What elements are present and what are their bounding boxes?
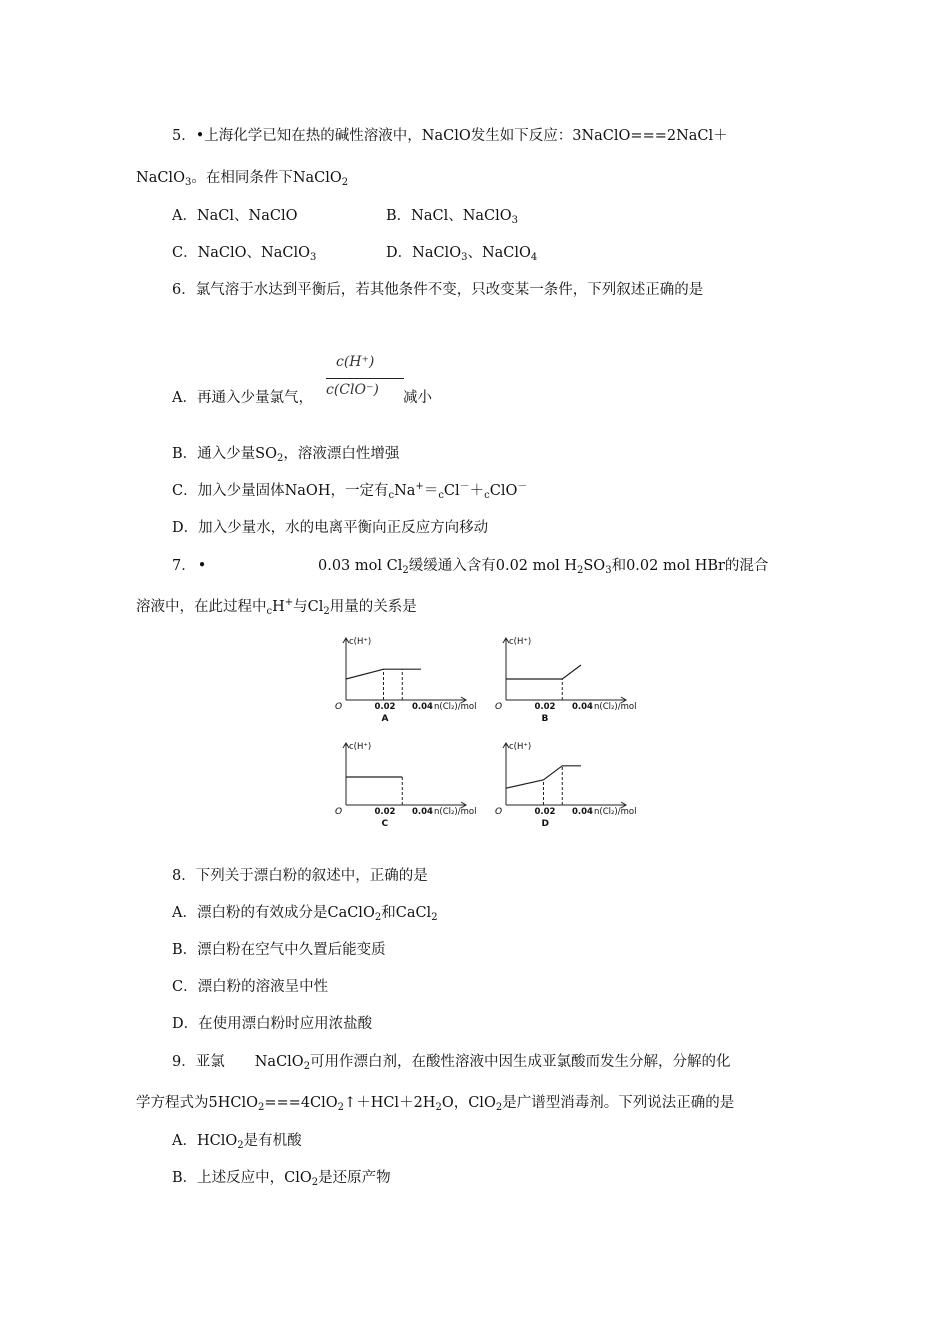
q8-stem: 8．下列关于漂白粉的叙述中，正确的是 <box>172 868 428 884</box>
chart-b-xtick-1: 0.02 <box>534 702 556 712</box>
chart-b-series-line <box>506 665 581 679</box>
q8-option-b: B．漂白粉在空气中久置后能变质 <box>172 942 386 958</box>
chart-a-panel-label: A <box>381 714 389 724</box>
q7-line1: 0.03 mol $Cl_2$缓缓通入含有0.02 mol $H_2SO_3$和0.02 mol HBr的混合 <box>318 558 769 576</box>
chart-c-panel-label: C <box>381 819 389 829</box>
chart-a-origin: O <box>335 702 343 712</box>
fraction-denominator: c(ClO⁻) <box>326 382 379 398</box>
q5-option-c: C．NaClO、NaClO$_3$ <box>172 245 317 263</box>
q6-option-d: D．加入少量水，水的电离平衡向正反应方向移动 <box>172 520 489 536</box>
q5-option-a: A．NaCl、NaClO <box>172 208 298 224</box>
chart-c-xtick-1: 0.02 <box>374 807 396 817</box>
chart-a-xtick-1: 0.02 <box>374 702 396 712</box>
chart-a-xtick-2: 0.04 <box>412 702 433 712</box>
q6-stem: 6．氯气溶于水达到平衡后，若其他条件不变，只改变某一条件，下列叙述正确的是 <box>172 282 704 298</box>
chart-c-origin: O <box>335 807 343 817</box>
q7-line1-num: 7． • <box>172 558 207 574</box>
chart-b-panel-label: B <box>541 714 549 724</box>
chart-d-xlabel: n(Cl₂)/mol <box>594 807 637 817</box>
q6-option-a-tail: 减小 <box>403 390 432 406</box>
chart-d-xtick-2: 0.04 <box>572 807 593 817</box>
chart-b-xtick-2: 0.04 <box>572 702 593 712</box>
q5-option-b: B．NaCl、NaClO$_3$ <box>386 208 519 226</box>
fraction-numerator: c(H⁺) <box>336 354 375 370</box>
q9-line2: 学方程式为$5HClO_2===4ClO_2↑+HCl+2H_2O$，ClO$_2$是广谱型消毒剂。下列说法正确的是 <box>136 1095 735 1113</box>
q6-option-b: B．通入少量$SO_2$，溶液漂白性增强 <box>172 446 400 464</box>
q6-option-c: C．加入少量固体NaOH，一定有$_cNa^+=_cCl^-+_cClO^-$ <box>172 481 528 501</box>
chart-d-ylabel: c(H⁺) <box>509 742 532 752</box>
q5-line2: NaClO$_3$。在相同条件下NaClO$_2$ <box>136 170 349 188</box>
q9-option-b: B．上述反应中，ClO$_2$是还原产物 <box>172 1170 391 1188</box>
chart-b-origin: O <box>495 702 503 712</box>
chart-b-ylabel: c(H⁺) <box>509 637 532 647</box>
chart-a-ylabel: c(H⁺) <box>349 637 372 647</box>
q9-option-a: A．HClO$_2$是有机酸 <box>172 1133 302 1151</box>
q8-option-a: A．漂白粉的有效成分是CaClO$_2$和CaCl$_2$ <box>172 905 438 923</box>
q5-line1: 5．•上海化学已知在热的碱性溶液中，NaClO发生如下反应：3NaClO===2NaCl＋ <box>172 128 728 144</box>
chart-c-xlabel: n(Cl₂)/mol <box>434 807 477 817</box>
chart-c-xtick-2: 0.04 <box>412 807 433 817</box>
q8-option-d: D．在使用漂白粉时应用浓盐酸 <box>172 1016 373 1032</box>
fraction-bar <box>326 378 404 379</box>
q8-option-c: C．漂白粉的溶液呈中性 <box>172 979 329 995</box>
q7-chart-grid <box>320 630 660 840</box>
chart-d-panel-label: D <box>541 819 549 829</box>
q9-line1: 9．亚氯 NaClO$_2$可用作漂白剂，在酸性溶液中因生成亚氯酸而发生分解，分解的化 <box>172 1054 731 1072</box>
q6-option-a: A．再通入少量氯气， <box>172 390 313 406</box>
q6-fraction <box>326 350 406 410</box>
chart-b-xlabel: n(Cl₂)/mol <box>594 702 637 712</box>
chart-a-xlabel: n(Cl₂)/mol <box>434 702 477 712</box>
q5-option-d: D．NaClO$_3$、NaClO$_4$ <box>386 245 538 263</box>
chart-d-origin: O <box>495 807 503 817</box>
chart-d-xtick-1: 0.02 <box>534 807 556 817</box>
q7-line2: 溶液中，在此过程中$_c$H+与$Cl_2$用量的关系是 <box>136 597 417 617</box>
chart-c-ylabel: c(H⁺) <box>349 742 372 752</box>
